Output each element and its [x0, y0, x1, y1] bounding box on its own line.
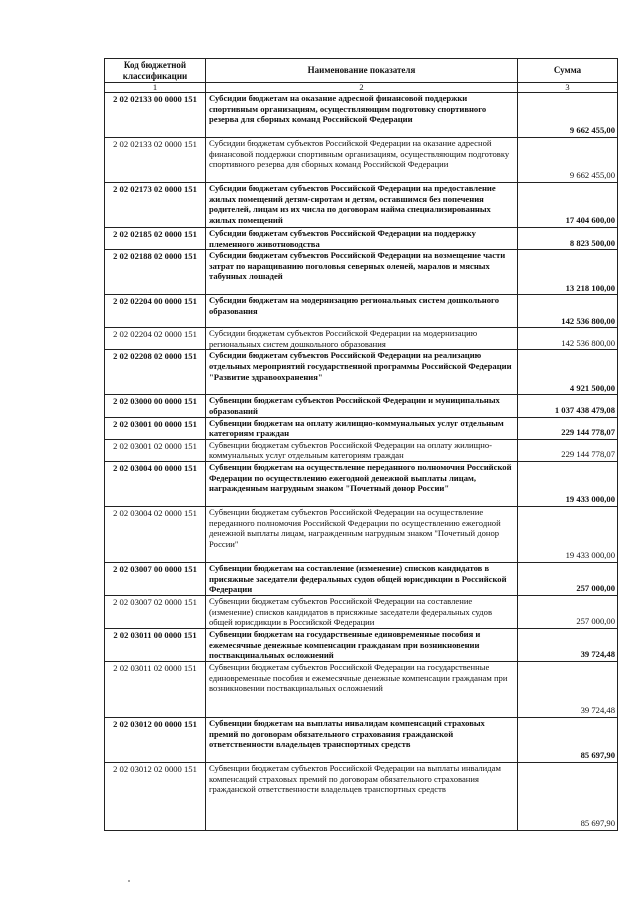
column-number-row	[105, 83, 618, 93]
column-number-3: 3	[518, 83, 618, 93]
table-row	[105, 661, 618, 717]
row-name: Субвенции бюджетам субъектов Российской Федерации на выплаты инвалидам компенсаций страховых премий по договорам обязательного страхования гражданской ответственности владельцев транспортных средств	[206, 762, 518, 830]
row-code: 2 02 02185 02 0000 151	[105, 228, 206, 250]
table-row	[105, 595, 618, 628]
row-sum: 9 662 455,00	[518, 138, 618, 183]
row-name: Субсидии бюджетам на модернизацию региональных систем дошкольного образования	[206, 295, 518, 328]
header-name: Наименование показателя	[206, 59, 518, 83]
row-name: Субвенции бюджетам на осуществление переданного полномочия Российской Федерации по осуществлению ежегодной денежной выплаты лицам, награжденным нагрудным знаком "Почетный донор России"	[206, 461, 518, 506]
row-code: 2 02 03011 02 0000 151	[105, 661, 206, 717]
table-row	[105, 328, 618, 350]
scan-speck	[128, 880, 130, 882]
row-code: 2 02 03004 00 0000 151	[105, 461, 206, 506]
table-row	[105, 461, 618, 506]
table-row	[105, 93, 618, 138]
table-row	[105, 395, 618, 417]
row-code: 2 02 03007 00 0000 151	[105, 562, 206, 595]
table-row	[105, 183, 618, 228]
row-sum: 39 724,48	[518, 628, 618, 661]
table-header-row	[105, 59, 618, 83]
header-sum: Сумма	[518, 59, 618, 83]
table-row	[105, 717, 618, 762]
table-row	[105, 295, 618, 328]
row-name: Субсидии бюджетам субъектов Российской Федерации на реализацию отдельных мероприятий государственной программы Российской Федерации "Развитие здравоохранения"	[206, 350, 518, 395]
header-code: Код бюджетной классификации	[105, 59, 206, 83]
row-sum: 39 724,48	[518, 661, 618, 717]
row-name: Субвенции бюджетам субъектов Российской Федерации на государственные единовременные пособия и ежемесячные денежные компенсации гражданам при возникновении поствакцинальных осложнений	[206, 661, 518, 717]
row-code: 2 02 03000 00 0000 151	[105, 395, 206, 417]
column-number-2: 2	[206, 83, 518, 93]
table-row	[105, 350, 618, 395]
row-name: Субсидии бюджетам субъектов Российской Федерации на оказание адресной финансовой поддержки спортивным организациям, осуществляющим подготовку спортивного резерва для сборных команд Российской Федерации	[206, 138, 518, 183]
row-sum: 13 218 100,00	[518, 250, 618, 295]
row-sum: 19 433 000,00	[518, 461, 618, 506]
row-code: 2 02 02204 00 0000 151	[105, 295, 206, 328]
row-sum: 142 536 800,00	[518, 328, 618, 350]
table-row	[105, 628, 618, 661]
row-name: Субвенции бюджетам субъектов Российской Федерации и муниципальных образований	[206, 395, 518, 417]
row-sum: 85 697,90	[518, 762, 618, 830]
row-sum: 142 536 800,00	[518, 295, 618, 328]
table-row	[105, 762, 618, 830]
row-code: 2 02 02204 02 0000 151	[105, 328, 206, 350]
row-sum: 8 823 500,00	[518, 228, 618, 250]
table-row	[105, 439, 618, 461]
row-code: 2 02 02133 00 0000 151	[105, 93, 206, 138]
row-name: Субсидии бюджетам субъектов Российской Федерации на предоставление жилых помещений детям-сиротам и детям, оставшимся без попечения родителей, лицам из их числа по договорам найма специализированных жилых помещений	[206, 183, 518, 228]
budget-table	[104, 58, 618, 831]
table-row	[105, 562, 618, 595]
table-body	[105, 93, 618, 831]
row-code: 2 02 03001 00 0000 151	[105, 417, 206, 439]
row-name: Субсидии бюджетам субъектов Российской Федерации на возмещение части затрат по наращиванию поголовья северных оленей, маралов и мясных табунных лошадей	[206, 250, 518, 295]
row-code: 2 02 03011 00 0000 151	[105, 628, 206, 661]
row-sum: 19 433 000,00	[518, 506, 618, 562]
row-name: Субсидии бюджетам субъектов Российской Федерации на поддержку племенного животноводства	[206, 228, 518, 250]
row-code: 2 02 03001 02 0000 151	[105, 439, 206, 461]
row-name: Субвенции бюджетам субъектов Российской Федерации на оплату жилищно-коммунальных услуг отдельным категориям граждан	[206, 439, 518, 461]
row-sum: 229 144 778,07	[518, 439, 618, 461]
row-sum: 1 037 438 479,08	[518, 395, 618, 417]
row-name: Субвенции бюджетам субъектов Российской Федерации на составление (изменение) списков кандидатов в присяжные заседатели федеральных судов общей юрисдикции в Российской Федерации	[206, 595, 518, 628]
table-row	[105, 138, 618, 183]
column-number-1: 1	[105, 83, 206, 93]
row-code: 2 02 02208 02 0000 151	[105, 350, 206, 395]
row-code: 2 02 03012 00 0000 151	[105, 717, 206, 762]
row-sum: 257 000,00	[518, 562, 618, 595]
row-code: 2 02 02188 02 0000 151	[105, 250, 206, 295]
row-sum: 229 144 778,07	[518, 417, 618, 439]
row-name: Субвенции бюджетам субъектов Российской Федерации на осуществление переданного полномочия Российской Федерации по осуществлению ежегодной денежной выплаты лицам, награжденным нагрудным знаком "Почетный донор России"	[206, 506, 518, 562]
row-name: Субвенции бюджетам на составление (изменение) списков кандидатов в присяжные заседатели федеральных судов общей юрисдикции в Российской Федерации	[206, 562, 518, 595]
row-sum: 9 662 455,00	[518, 93, 618, 138]
row-code: 2 02 02133 02 0000 151	[105, 138, 206, 183]
row-code: 2 02 03007 02 0000 151	[105, 595, 206, 628]
row-name: Субвенции бюджетам на государственные единовременные пособия и ежемесячные денежные компенсации гражданам при возникновении поствакцинальных осложнений	[206, 628, 518, 661]
table-row	[105, 250, 618, 295]
row-sum: 85 697,90	[518, 717, 618, 762]
row-code: 2 02 03012 02 0000 151	[105, 762, 206, 830]
row-sum: 4 921 500,00	[518, 350, 618, 395]
budget-table-page	[104, 58, 617, 831]
row-sum: 17 404 600,00	[518, 183, 618, 228]
table-row	[105, 228, 618, 250]
table-row	[105, 417, 618, 439]
table-row	[105, 506, 618, 562]
row-name: Субвенции бюджетам на оплату жилищно-коммунальных услуг отдельным категориям граждан	[206, 417, 518, 439]
row-code: 2 02 03004 02 0000 151	[105, 506, 206, 562]
row-name: Субсидии бюджетам на оказание адресной финансовой поддержки спортивным организациям, осуществляющим подготовку спортивного резерва для сборных команд Российской Федерации	[206, 93, 518, 138]
row-name: Субвенции бюджетам на выплаты инвалидам компенсаций страховых премий по договорам обязательного страхования гражданской ответственности владельцев транспортных средств	[206, 717, 518, 762]
row-name: Субсидии бюджетам субъектов Российской Федерации на модернизацию региональных систем дошкольного образования	[206, 328, 518, 350]
row-sum: 257 000,00	[518, 595, 618, 628]
row-code: 2 02 02173 02 0000 151	[105, 183, 206, 228]
